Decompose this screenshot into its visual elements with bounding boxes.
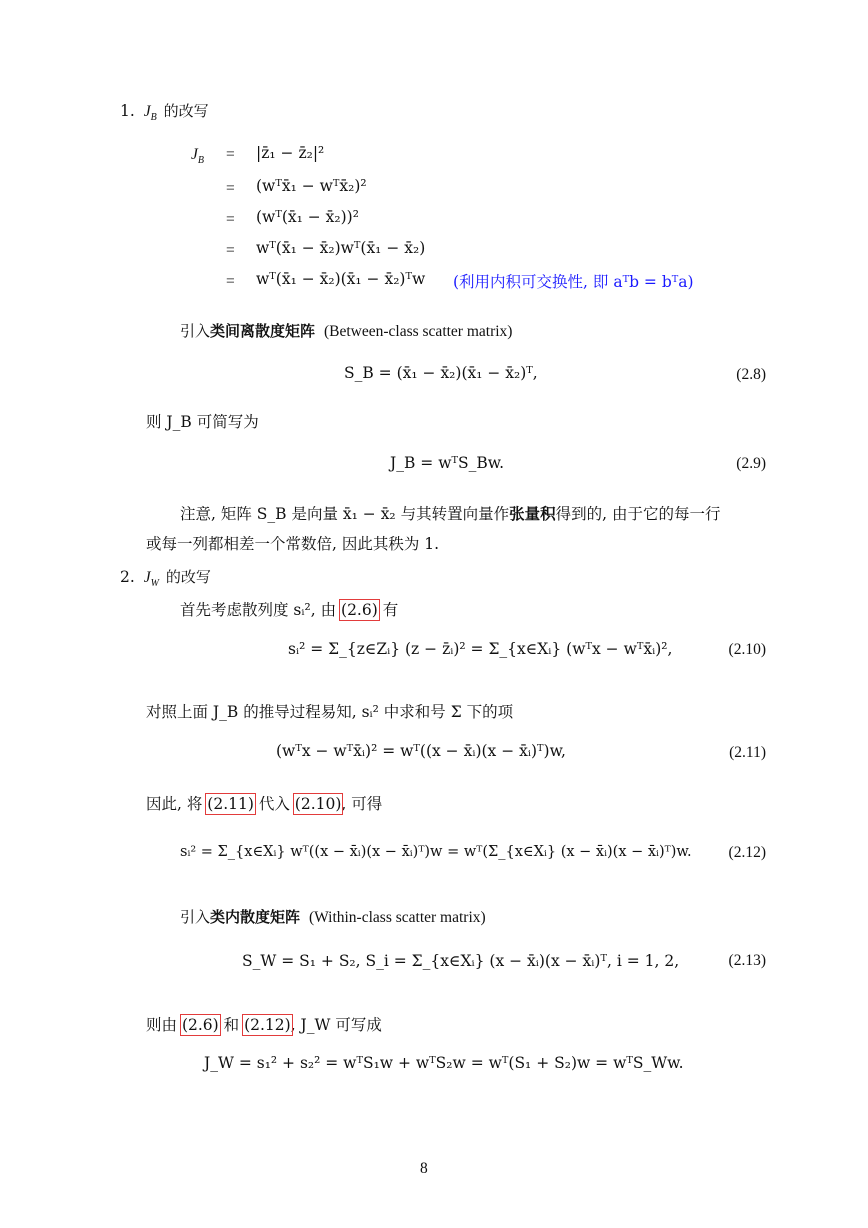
align-rhs-2: (wᵀx̄₁ − wᵀx̄₂)²: [256, 177, 367, 195]
align-eq-5: =: [226, 273, 235, 290]
intro-between-class: 引入类间离散度矩阵 (Between-class scatter matrix): [180, 322, 513, 340]
text-jb-simplify: 则 J_B 可简写为: [146, 413, 259, 431]
note-paragraph-line-2: 或每一列都相差一个常数倍, 因此其秩为 1.: [146, 535, 440, 553]
equation-2-13: S_W = S₁ + S₂, S_i = Σ_{x∈Xᵢ} (x − x̄ᵢ)(x − x̄ᵢ)ᵀ, i = 1, 2,: [242, 952, 680, 970]
equation-2-12: sᵢ² = Σ_{x∈Xᵢ} wᵀ((x − x̄ᵢ)(x − x̄ᵢ)ᵀ)w = wᵀ(Σ_{x∈Xᵢ} (x − x̄ᵢ)(x − x̄ᵢ)ᵀ)w.: [180, 844, 692, 860]
text-derivation-note: 对照上面 J_B 的推导过程易知, sᵢ² 中求和号 Σ 下的项: [146, 703, 514, 721]
section-2-symbol: $J_W$: [143, 569, 159, 590]
equation-2-9: J_B = wᵀS_Bw.: [390, 454, 505, 472]
tensor-product-term: 张量积: [509, 504, 556, 523]
section-2-number: 2.: [120, 568, 135, 586]
commutativity-note: (利用内积可交换性, 即 aᵀb = bᵀa): [453, 273, 694, 291]
equation-number-2-10: (2.10): [728, 641, 766, 658]
align-rhs-5: wᵀ(x̄₁ − x̄₂)(x̄₁ − x̄₂)ᵀw: [256, 270, 426, 288]
page-number: 8: [420, 1160, 428, 1177]
text-substitute: 因此, 将 (2.11) 代入 (2.10), 可得: [146, 795, 383, 813]
align-eq-4: =: [226, 242, 235, 259]
note-paragraph-line-1: 注意, 矩阵 S_B 是向量 x̄₁ − x̄₂ 与其转置向量作张量积得到的, 由于它的每一行: [180, 504, 721, 523]
ref-2-10[interactable]: (2.10): [294, 795, 342, 813]
intro-within-class: 引入类内散度矩阵 (Within-class scatter matrix): [180, 908, 486, 926]
equation-2-8: S_B = (x̄₁ − x̄₂)(x̄₁ − x̄₂)ᵀ,: [344, 364, 538, 382]
ref-2-12[interactable]: (2.12): [244, 1016, 291, 1034]
ref-2-6[interactable]: (2.6): [341, 601, 378, 619]
section-2-title: 的改写: [165, 568, 211, 586]
text-jw-rewrite: 则由 (2.6) 和 (2.12), J_W 可写成: [146, 1016, 382, 1034]
equation-number-2-12: (2.12): [728, 844, 766, 861]
align-eq-3: =: [226, 211, 235, 228]
equation-number-2-11: (2.11): [729, 744, 766, 761]
align-rhs-3: (wᵀ(x̄₁ − x̄₂))²: [256, 208, 359, 226]
align-eq-1: =: [226, 146, 235, 163]
ref-2-6-b[interactable]: (2.6): [181, 1016, 219, 1034]
equation-number-2-8: (2.8): [736, 366, 766, 383]
section-1-number: 1.: [120, 102, 135, 120]
align-eq-2: =: [226, 180, 235, 197]
section-1-heading: [120, 100, 209, 123]
section-2-heading: [120, 566, 211, 589]
equation-number-2-13: (2.13): [728, 952, 766, 969]
equation-2-11: (wᵀx − wᵀx̄ᵢ)² = wᵀ((x − x̄ᵢ)(x − x̄ᵢ)ᵀ)w,: [276, 742, 566, 760]
equation-jw-final: J_W = s₁² + s₂² = wᵀS₁w + wᵀS₂w = wᵀ(S₁ + S₂)w = wᵀS_Ww.: [204, 1054, 684, 1072]
align-rhs-1: |z̄₁ − z̄₂|²: [256, 144, 325, 162]
between-class-term: 类间离散度矩阵: [210, 322, 316, 340]
ref-2-11[interactable]: (2.11): [207, 795, 254, 813]
section-1-symbol: $J_B$: [143, 103, 157, 124]
align-lhs: $J_B$: [191, 146, 204, 167]
text-scatter-intro: 首先考虑散列度 sᵢ², 由 (2.6) 有: [180, 601, 399, 619]
equation-2-10: sᵢ² = Σ_{z∈Zᵢ} (z − z̄ᵢ)² = Σ_{x∈Xᵢ} (wᵀx − wᵀx̄ᵢ)²,: [288, 640, 673, 658]
equation-number-2-9: (2.9): [736, 455, 766, 472]
within-class-term: 类内散度矩阵: [210, 908, 301, 926]
align-rhs-4: wᵀ(x̄₁ − x̄₂)wᵀ(x̄₁ − x̄₂): [256, 239, 426, 257]
section-1-title: 的改写: [163, 102, 209, 120]
